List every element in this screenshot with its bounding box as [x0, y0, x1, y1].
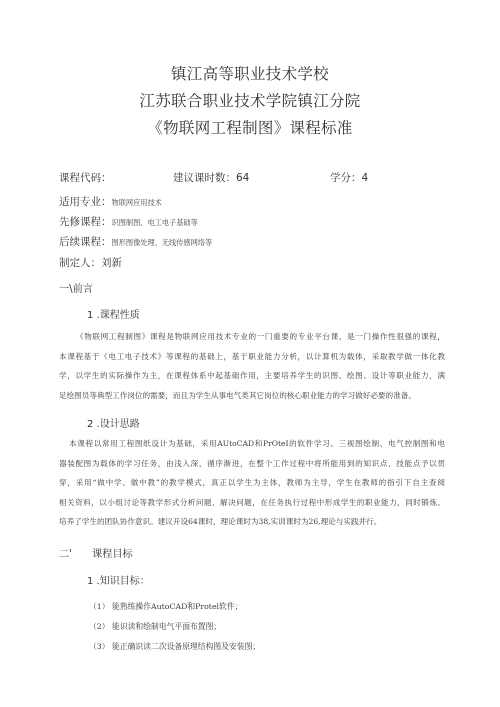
prerequisite-label: 先修课程： [59, 216, 112, 228]
paragraph-line: 本课程基于《电工电子技术》等课程的基础上，基于职业能力分析，以计算机为载体，采取教学做一体化教 [59, 351, 445, 361]
followup-row [59, 230, 212, 249]
course-code-label: 课程代码： [59, 172, 112, 184]
section-goals-heading [59, 545, 133, 560]
design-idea-heading: 2 .设计思路 [87, 419, 140, 430]
paragraph-line: 足绘图员等典型工作岗位的需要，而且为学生从事电气类其它岗位的核心职业能力的学习做好必要的准备。 [59, 390, 416, 400]
list-item: （1） 能熟练操作AutoCAD和Protel软件； [89, 602, 243, 611]
suggested-hours-label: 建议课时数：64 [173, 172, 250, 184]
college-name: 江苏联合职业技术学院镇江分院 [139, 92, 361, 110]
prerequisite-row [59, 210, 198, 229]
applicable-major-value: 物联网应用技术 [111, 198, 162, 207]
paragraph-line: 穿，采用“做中学、做中教”的教学模式，真正以学生为主体，教师为主导，学生在教师的指引下自主查阅 [59, 478, 445, 488]
paragraph-line: 器装配图为载体的学习任务，由浅入深，循序渐进，在整个工作过程中将所能用到的知识点、技能点予以贯 [59, 458, 445, 468]
followup-value: 图形图像处理、无线传感网络等 [111, 238, 213, 247]
paragraph-line: 《物联网工程制图》课程是物联网应用技术专业的一门重要的专业平台课，是一门操作性很强的课程， [76, 332, 445, 341]
paragraph-line: 培养了学生的团队协作意识。建议开设64课时，理论课时为38,实训课时为26,理论与实践并行。 [59, 517, 382, 527]
list-item: （2） 能识读和绘制电气平面布置图； [89, 622, 222, 631]
course-nature-paragraph [59, 327, 445, 405]
course-nature-heading: 1 .课程性质 [87, 310, 140, 321]
paragraph-line: 相关资料，以小组讨论等教学形式分析问题、解决问题，在任务执行过程中形成学生的职业能力，同时锻炼、 [59, 497, 445, 507]
knowledge-goals-heading: 1 .知识目标： [87, 576, 150, 587]
section-goals-title: 课程目标 [92, 549, 133, 560]
list-item: （3） 能正确识读二次设备原理结构图及安装图； [89, 642, 261, 651]
paragraph-line: 学，以学生的实际操作为主，在课程体系中起基础作用，主要培养学生的识图、绘图、设计等职业能力，满 [59, 371, 445, 381]
school-name: 镇江高等职业技术学校 [170, 65, 329, 83]
section-goals-number: 二' [59, 549, 72, 560]
paragraph-line: 本课程以常用工程图纸设计为基础，采用AUtoCAD和PrOteI的软件学习、三视图绘制、电气控制图和电 [69, 439, 445, 448]
followup-label: 后续课程： [59, 236, 112, 248]
design-idea-paragraph [59, 434, 445, 532]
document-title: 《物联网工程制图》课程标准 [147, 119, 353, 137]
applicable-major-label: 适用专业： [59, 196, 112, 208]
author-line: 制定人：刘新 [59, 257, 122, 269]
section-preface-heading: 一\前言 [59, 284, 93, 295]
credits-label: 学分：4 [330, 172, 369, 184]
prerequisite-value: 识图制图、电工电子基础等 [111, 218, 198, 227]
applicable-major-row [59, 190, 162, 209]
